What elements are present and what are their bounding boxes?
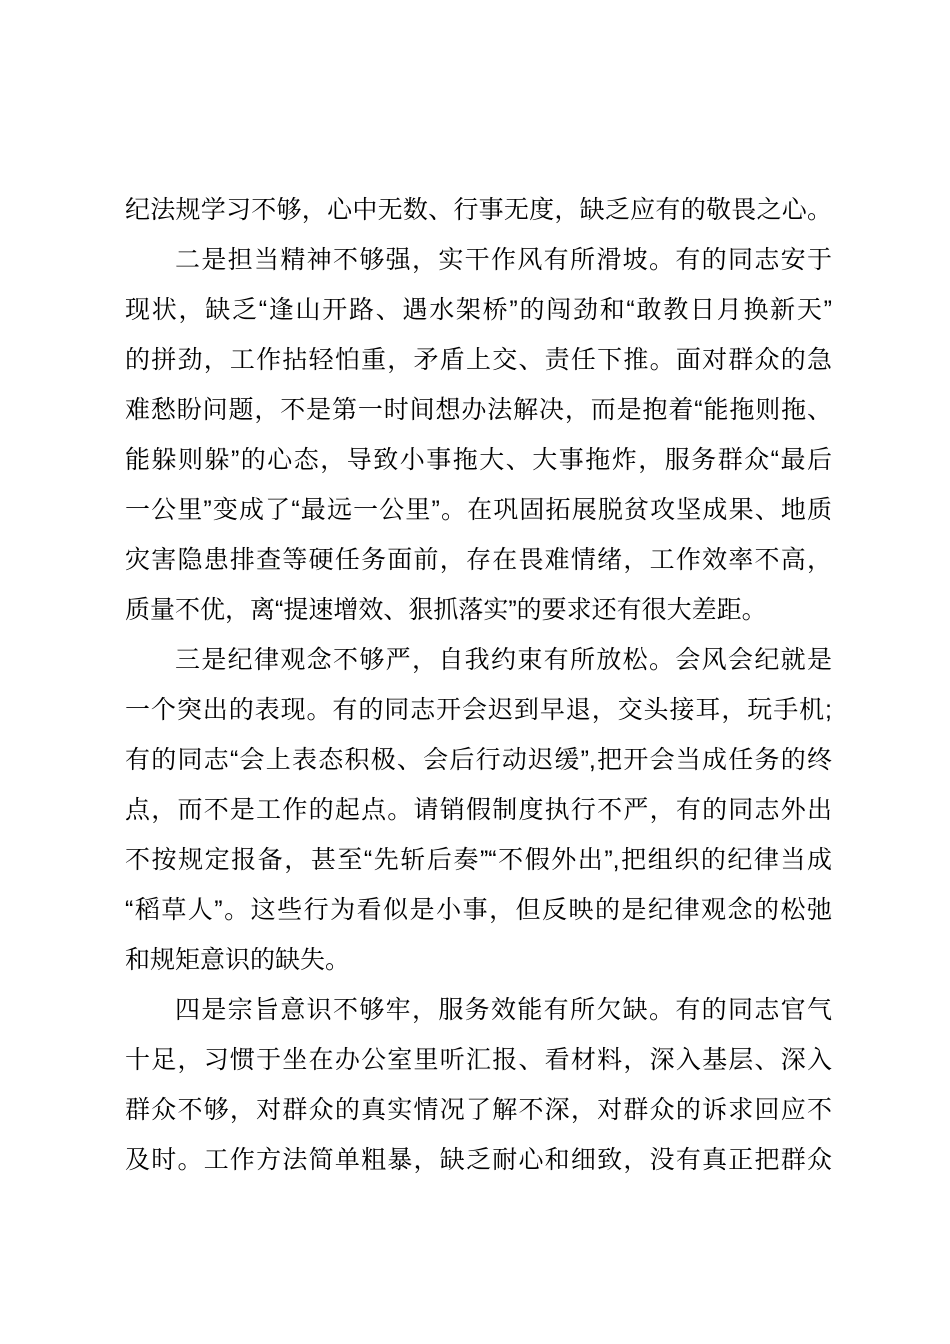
text-line: 灾害隐患排查等硬任务面前，存在畏难情绪，工作效率不高， [125,546,832,574]
document-body [125,185,832,1185]
text-line: 的拼劲，工作拈轻怕重，矛盾上交、责任下推。面对群众的急 [125,346,832,374]
text-line: 二是担当精神不够强，实干作风有所滑坡。有的同志安于 [175,246,832,274]
text-line: 点，而不是工作的起点。请销假制度执行不严，有的同志外出 [125,796,832,824]
text-line: 质量不优，离“提速增效、狠抓落实”的要求还有很大差距。 [125,596,767,624]
paragraph [125,185,832,235]
paragraph [125,235,832,635]
paragraph [125,635,832,985]
text-line: 四是宗旨意识不够牢，服务效能有所欠缺。有的同志官气 [175,996,832,1024]
text-line: 及时。工作方法简单粗暴，缺乏耐心和细致，没有真正把群众 [125,1146,832,1174]
text-line: 能躲则躲”的心态，导致小事拖大、大事拖炸，服务群众“最后 [125,446,832,474]
text-line: 群众不够，对群众的真实情况了解不深，对群众的诉求回应不 [125,1096,832,1124]
text-line: 一公里”变成了“最远一公里”。在巩固拓展脱贫攻坚成果、地质 [125,496,832,524]
text-line: 现状，缺乏“逢山开路、遇水架桥”的闯劲和“敢教日月换新天” [125,296,832,324]
paragraph [125,985,832,1185]
text-line: 十足，习惯于坐在办公室里听汇报、看材料，深入基层、深入 [125,1046,832,1074]
text-line: “稻草人”。这些行为看似是小事，但反映的是纪律观念的松弛 [125,896,832,924]
text-line: 一个突出的表现。有的同志开会迟到早退，交头接耳，玩手机; [125,696,832,724]
text-line: 和规矩意识的缺失。 [125,946,351,974]
text-line: 纪法规学习不够，心中无数、行事无度，缺乏应有的敬畏之心。 [125,196,832,224]
text-line: 三是纪律观念不够严，自我约束有所放松。会风会纪就是 [175,646,832,674]
text-line: 难愁盼问题，不是第一时间想办法解决，而是抱着“能拖则拖、 [125,396,832,424]
text-line: 有的同志“会上表态积极、会后行动迟缓”,把开会当成任务的终 [125,746,832,774]
text-line: 不按规定报备，甚至“先斩后奏”“不假外出”,把组织的纪律当成 [125,846,832,874]
